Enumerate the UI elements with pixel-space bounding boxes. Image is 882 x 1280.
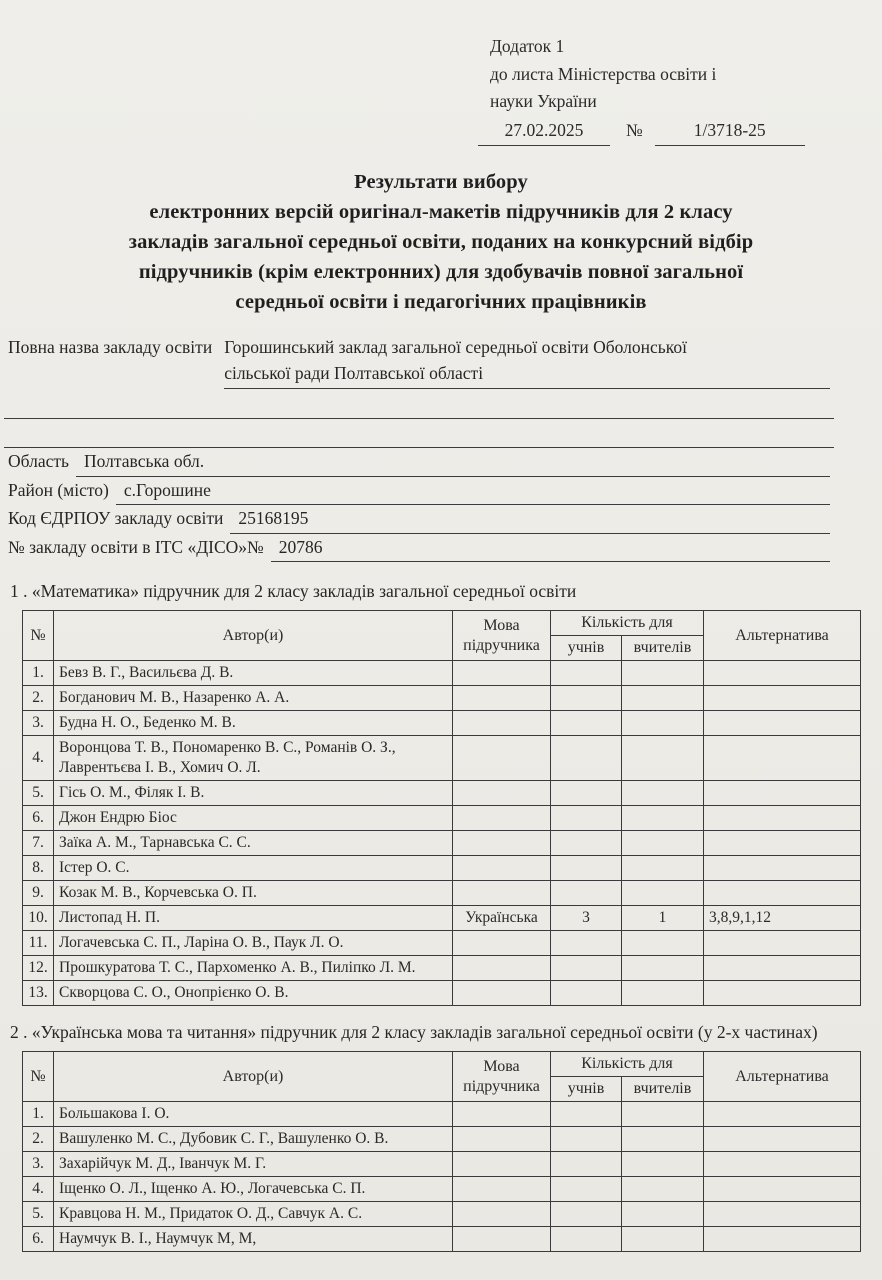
title-line: підручників (крім електронних) для здобувачів повної загальної [138,261,744,283]
header-cell-teachers: вчителів [622,1077,704,1102]
header-cell-students: учнів [551,636,622,661]
table-row [23,1227,861,1252]
cell-teachers [622,1127,704,1152]
cell-authors: Прошкуратова Т. С., Пархоменко А. В., Пиліпко Л. М. [54,956,453,981]
cell-authors: Іщенко О. Л., Іщенко А. Ю., Логачевська С. П. [54,1177,453,1202]
textbook-table-ukrainian [22,1051,861,1252]
cell-num: 8. [23,856,54,881]
header-cell-authors: Автор(и) [54,1052,453,1102]
cell-language [453,686,551,711]
cell-num: 3. [23,1152,54,1177]
cell-teachers [622,686,704,711]
header-cell-num: № [23,611,54,661]
cell-alternative: 3,8,9,1,12 [704,906,861,931]
appendix-line: Додаток 1 [490,36,565,56]
cell-num: 3. [23,711,54,736]
section-title-1: 1 . «Математика» підручник для 2 класу закладів загальної середньої освіти [10,581,577,601]
header-cell-quantity: Кількість для [551,1052,704,1077]
letter-number: 1/3718-25 [655,117,805,147]
cell-authors: Захарійчук М. Д., Іванчук М. Г. [54,1152,453,1177]
cell-students [551,736,622,781]
cell-students [551,686,622,711]
cell-language [453,711,551,736]
document-title [0,167,882,317]
cell-alternative [704,1152,861,1177]
cell-num: 12. [23,956,54,981]
cell-language [453,831,551,856]
cell-students [551,1202,622,1227]
cell-language [453,1102,551,1127]
cell-students [551,711,622,736]
cell-students [551,1177,622,1202]
table-row [23,856,861,881]
cell-num: 5. [23,781,54,806]
table-row [23,1202,861,1227]
cell-alternative [704,1177,861,1202]
cell-students [551,931,622,956]
school-name-value [224,334,830,389]
cell-students [551,1102,622,1127]
cell-num: 2. [23,686,54,711]
cell-authors: Наумчук В. І., Наумчук М, М, [54,1227,453,1252]
cell-language [453,1127,551,1152]
number-sign: № [626,119,643,140]
cell-num: 6. [23,1227,54,1252]
cell-language [453,1227,551,1252]
cell-alternative [704,1227,861,1252]
cell-teachers [622,981,704,1006]
header-cell-language: Мова підручника [453,1052,551,1102]
cell-teachers [622,806,704,831]
cell-teachers [622,856,704,881]
cell-alternative [704,711,861,736]
cell-alternative [704,856,861,881]
edrpou-label: Код ЄДРПОУ закладу освіти [8,508,224,528]
form-school-name-row [8,334,830,389]
cell-authors: Воронцова Т. В., Пономаренко В. С., Романів О. З., Лаврентьєва І. В., Хомич О. Л. [54,736,453,781]
cell-language: Українська [453,906,551,931]
cell-authors: Кравцова Н. М., Придаток О. Д., Савчук А. С. [54,1202,453,1227]
region-label: Область [8,451,70,471]
table-row [23,981,861,1006]
district-value: с.Горошине [116,478,830,506]
cell-language [453,881,551,906]
cell-num: 11. [23,931,54,956]
cell-authors: Джон Ендрю Біос [54,806,453,831]
cell-teachers [622,931,704,956]
table-row [23,711,861,736]
cell-teachers: 1 [622,906,704,931]
table-row [23,931,861,956]
cell-num: 1. [23,1102,54,1127]
cell-authors: Будна Н. О., Беденко М. В. [54,711,453,736]
cell-language [453,661,551,686]
cell-num: 2. [23,1127,54,1152]
ministry-line2: науки України [490,91,597,111]
cell-alternative [704,806,861,831]
cell-authors: Вашуленко М. С., Дубовик С. Г., Вашуленко О. В. [54,1127,453,1152]
header-note [490,0,882,146]
cell-teachers [622,711,704,736]
cell-authors: Листопад Н. П. [54,906,453,931]
header-cell-language: Мова підручника [453,611,551,661]
cell-authors: Заїка А. М., Тарнавська С. С. [54,831,453,856]
cell-alternative [704,1102,861,1127]
cell-language [453,856,551,881]
cell-teachers [622,1177,704,1202]
cell-alternative [704,981,861,1006]
header-cell-students: учнів [551,1077,622,1102]
ministry-line: до листа Міністерства освіти і [490,63,717,84]
title-line: Результати вибору [354,171,528,193]
school-name-label: Повна назва закладу освіти [8,337,213,357]
cell-alternative [704,661,861,686]
table-row [23,661,861,686]
blank-line [4,389,834,419]
region-value: Полтавська обл. [76,449,830,477]
cell-alternative [704,931,861,956]
cell-authors: Бевз В. Г., Васильєва Д. В. [54,661,453,686]
cell-authors: Скворцова С. О., Онопрієнко О. В. [54,981,453,1006]
form-district-row [8,478,830,506]
table-row [23,736,861,781]
diso-label: № закладу освіти в ІТС «ДІСО»№ [8,536,264,557]
cell-num: 7. [23,831,54,856]
cell-language [453,981,551,1006]
cell-students [551,781,622,806]
cell-language [453,956,551,981]
cell-num: 5. [23,1202,54,1227]
cell-teachers [622,661,704,686]
cell-authors: Большакова І. О. [54,1102,453,1127]
cell-num: 4. [23,736,54,781]
title-line: електронних версій оригінал-макетів підручників для 2 класу [149,201,733,223]
cell-alternative [704,956,861,981]
cell-language [453,1177,551,1202]
cell-teachers [622,736,704,781]
cell-authors: Богданович М. В., Назаренко А. А. [54,686,453,711]
cell-teachers [622,1202,704,1227]
table-row [23,686,861,711]
cell-language [453,781,551,806]
cell-students [551,806,622,831]
table-row [23,781,861,806]
cell-language [453,1202,551,1227]
edrpou-value: 25168195 [230,506,830,534]
cell-teachers [622,956,704,981]
header-cell-teachers: вчителів [622,636,704,661]
header-cell-num: № [23,1052,54,1102]
header-cell-alternative: Альтернатива [704,1052,861,1102]
header-cell-alternative: Альтернатива [704,611,861,661]
letter-date: 27.02.2025 [478,117,610,147]
cell-teachers [622,1102,704,1127]
form-region-row [8,449,830,477]
cell-num: 4. [23,1177,54,1202]
table-row [23,956,861,981]
blank-line [4,419,834,448]
cell-alternative [704,781,861,806]
header-cell-quantity: Кількість для [551,611,704,636]
cell-students [551,881,622,906]
title-line: середньої освіти і педагогічних працівників [235,291,647,313]
cell-num: 13. [23,981,54,1006]
cell-authors: Гісь О. М., Філяк І. В. [54,781,453,806]
form-edrpou-row [8,506,830,534]
cell-language [453,1152,551,1177]
cell-authors: Козак М. В., Корчевська О. П. [54,881,453,906]
cell-teachers [622,781,704,806]
letter-date-row [478,117,882,147]
cell-num: 9. [23,881,54,906]
cell-students [551,1227,622,1252]
cell-alternative [704,1127,861,1152]
form-diso-row [8,535,830,563]
textbook-table-math [22,610,861,1006]
cell-teachers [622,1152,704,1177]
cell-students [551,1152,622,1177]
cell-students [551,956,622,981]
header-cell-authors: Автор(и) [54,611,453,661]
school-name-line1: Горошинський заклад загальної середньої освіти Оболонської [224,337,688,357]
table-row [23,1102,861,1127]
table-row [23,1127,861,1152]
cell-num: 6. [23,806,54,831]
cell-authors: Логачевська С. П., Ларіна О. В., Паук Л. О. [54,931,453,956]
section-title-2: 2 . «Українська мова та читання» підручник для 2 класу закладів загальної середньої освіти (у 2-х частинах) [10,1022,818,1042]
cell-teachers [622,831,704,856]
cell-language [453,806,551,831]
cell-students: 3 [551,906,622,931]
table-row [23,881,861,906]
cell-students [551,661,622,686]
cell-alternative [704,831,861,856]
cell-teachers [622,881,704,906]
table-row [23,806,861,831]
school-name-line2: сільської ради Полтавської області [224,360,830,389]
table-row [23,906,861,931]
cell-alternative [704,686,861,711]
cell-students [551,856,622,881]
cell-alternative [704,881,861,906]
table-row [23,831,861,856]
district-label: Район (місто) [8,479,109,500]
cell-students [551,981,622,1006]
cell-alternative [704,1202,861,1227]
cell-alternative [704,736,861,781]
cell-teachers [622,1227,704,1252]
title-line: закладів загальної середньої освіти, поданих на конкурсний відбір [128,231,754,253]
cell-language [453,931,551,956]
table-row [23,1152,861,1177]
cell-num: 10. [23,906,54,931]
cell-students [551,831,622,856]
cell-authors: Істер О. С. [54,856,453,881]
cell-students [551,1127,622,1152]
cell-language [453,736,551,781]
cell-num: 1. [23,661,54,686]
table-row [23,1177,861,1202]
diso-value: 20786 [271,535,830,563]
